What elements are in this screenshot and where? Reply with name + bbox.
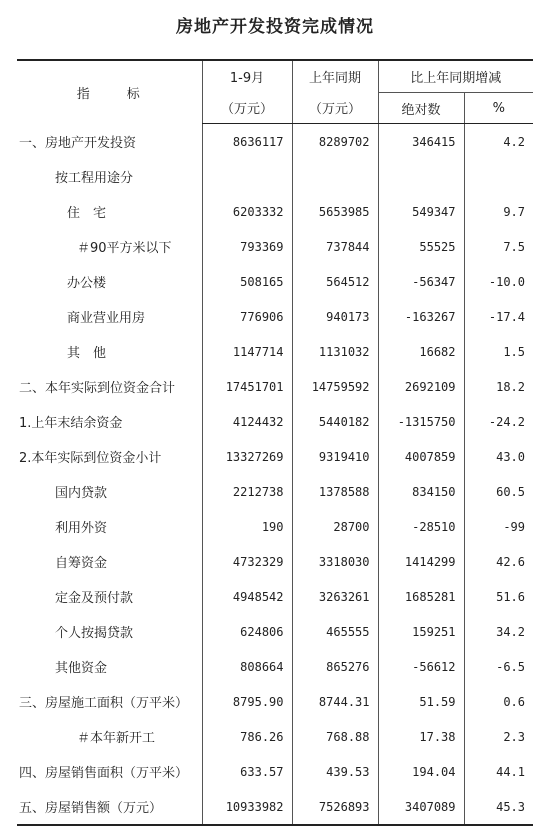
previous-value: 9319410 [292, 439, 378, 474]
change-percent: 44.1 [464, 754, 533, 789]
change-absolute: -56612 [378, 649, 464, 684]
change-percent: 43.0 [464, 439, 533, 474]
table-row [17, 474, 533, 509]
change-percent: 7.5 [464, 229, 533, 264]
change-absolute: 194.04 [378, 754, 464, 789]
change-absolute: 3407089 [378, 789, 464, 825]
table-row [17, 649, 533, 684]
current-value: 8636117 [202, 124, 292, 160]
row-label: 按工程用途分 [55, 171, 134, 186]
change-absolute: -56347 [378, 264, 464, 299]
change-percent: -10.0 [464, 264, 533, 299]
change-absolute: 159251 [378, 614, 464, 649]
row-label: 五、房屋销售额（万元） [17, 789, 202, 825]
current-value: 4124432 [202, 404, 292, 439]
current-value: 508165 [202, 264, 292, 299]
current-value: 4732329 [202, 544, 292, 579]
previous-value: 1378588 [292, 474, 378, 509]
current-value: 10933982 [202, 789, 292, 825]
current-value: 6203332 [202, 194, 292, 229]
row-label: 三、房屋施工面积（万平米） [19, 696, 189, 711]
header-col3-pct: % [464, 93, 533, 124]
change-absolute: 17.38 [378, 719, 464, 754]
row-label: 商业营业用房 [67, 311, 146, 326]
previous-value: 940173 [292, 299, 378, 334]
previous-value: 8289702 [292, 124, 378, 160]
current-value: 633.57 [202, 754, 292, 789]
current-value: 793369 [202, 229, 292, 264]
row-label: 利用外资 [55, 521, 108, 536]
table-row [17, 754, 533, 789]
change-absolute: 346415 [378, 124, 464, 160]
table-row [17, 579, 533, 614]
previous-value [292, 159, 378, 194]
current-value: 776906 [202, 299, 292, 334]
change-percent: 42.6 [464, 544, 533, 579]
change-percent: -24.2 [464, 404, 533, 439]
current-value [202, 159, 292, 194]
header-col1-unit: （万元） [202, 93, 292, 124]
change-percent: 9.7 [464, 194, 533, 229]
previous-value: 5440182 [292, 404, 378, 439]
row-label: 其 他 [67, 346, 107, 361]
row-label: ＃本年新开工 [77, 731, 156, 746]
previous-value: 5653985 [292, 194, 378, 229]
row-label: 四、房屋销售面积（万平米） [19, 766, 189, 781]
header-col3-abs: 绝对数 [378, 93, 464, 124]
table-row [17, 334, 533, 369]
table-row [17, 544, 533, 579]
change-absolute: 549347 [378, 194, 464, 229]
row-label: 2.本年实际到位资金小计 [19, 451, 162, 466]
previous-value: 737844 [292, 229, 378, 264]
current-value: 4948542 [202, 579, 292, 614]
table-row [17, 684, 533, 719]
table-body [17, 124, 533, 826]
change-absolute [378, 159, 464, 194]
row-label: 二、本年实际到位资金合计 [19, 381, 176, 396]
header-col2: 上年同期 [292, 60, 378, 93]
change-percent: 45.3 [464, 789, 533, 825]
change-percent: -6.5 [464, 649, 533, 684]
table-row [17, 264, 533, 299]
previous-value: 1131032 [292, 334, 378, 369]
previous-value: 14759592 [292, 369, 378, 404]
previous-value: 768.88 [292, 719, 378, 754]
change-absolute: -28510 [378, 509, 464, 544]
change-absolute: 834150 [378, 474, 464, 509]
change-absolute: 1414299 [378, 544, 464, 579]
change-absolute: 51.59 [378, 684, 464, 719]
header-col3: 比上年同期增减 [378, 60, 533, 93]
current-value: 190 [202, 509, 292, 544]
current-value: 17451701 [202, 369, 292, 404]
previous-value: 439.53 [292, 754, 378, 789]
table-row [17, 789, 533, 825]
current-value: 786.26 [202, 719, 292, 754]
row-label: 住 宅 [67, 206, 107, 221]
row-label: 其他资金 [55, 661, 108, 676]
table-row [17, 299, 533, 334]
table-row [17, 229, 533, 264]
row-label: 个人按揭贷款 [55, 626, 134, 641]
investment-table [17, 59, 533, 826]
change-absolute: 55525 [378, 229, 464, 264]
row-label: 定金及预付款 [55, 591, 134, 606]
table-row [17, 509, 533, 544]
previous-value: 564512 [292, 264, 378, 299]
change-absolute: 4007859 [378, 439, 464, 474]
row-label: 自筹资金 [55, 556, 108, 571]
current-value: 808664 [202, 649, 292, 684]
header-col2-unit: （万元） [292, 93, 378, 124]
change-percent [464, 159, 533, 194]
previous-value: 865276 [292, 649, 378, 684]
header-col1: 1-9月 [202, 60, 292, 93]
previous-value: 28700 [292, 509, 378, 544]
table-row [17, 439, 533, 474]
table-row [17, 159, 533, 194]
table-row [17, 124, 533, 160]
change-percent: 51.6 [464, 579, 533, 614]
table-row [17, 614, 533, 649]
previous-value: 7526893 [292, 789, 378, 825]
previous-value: 3318030 [292, 544, 378, 579]
header-indicator: 指 标 [17, 60, 202, 124]
row-label: 1.上年末结余资金 [19, 416, 123, 431]
current-value: 2212738 [202, 474, 292, 509]
page-title: 房地产开发投资完成情况 [176, 17, 374, 37]
change-percent: 4.2 [464, 124, 533, 160]
change-absolute: -1315750 [378, 404, 464, 439]
previous-value: 465555 [292, 614, 378, 649]
table-row [17, 719, 533, 754]
row-label: 一、房地产开发投资 [19, 135, 137, 151]
current-value: 13327269 [202, 439, 292, 474]
row-label: 办公楼 [67, 276, 107, 291]
change-absolute: -163267 [378, 299, 464, 334]
change-percent: -17.4 [464, 299, 533, 334]
change-absolute: 1685281 [378, 579, 464, 614]
table-row [17, 194, 533, 229]
change-percent: -99 [464, 509, 533, 544]
change-percent: 0.6 [464, 684, 533, 719]
change-percent: 60.5 [464, 474, 533, 509]
table-row [17, 369, 533, 404]
table-header [17, 60, 533, 124]
row-label: ＃90平方米以下 [77, 241, 172, 256]
change-percent: 34.2 [464, 614, 533, 649]
previous-value: 3263261 [292, 579, 378, 614]
change-percent: 1.5 [464, 334, 533, 369]
change-absolute: 16682 [378, 334, 464, 369]
current-value: 8795.90 [202, 684, 292, 719]
previous-value: 8744.31 [292, 684, 378, 719]
current-value: 624806 [202, 614, 292, 649]
row-label: 国内贷款 [55, 486, 108, 501]
change-absolute: 2692109 [378, 369, 464, 404]
table-row [17, 404, 533, 439]
change-percent: 18.2 [464, 369, 533, 404]
current-value: 1147714 [202, 334, 292, 369]
change-percent: 2.3 [464, 719, 533, 754]
